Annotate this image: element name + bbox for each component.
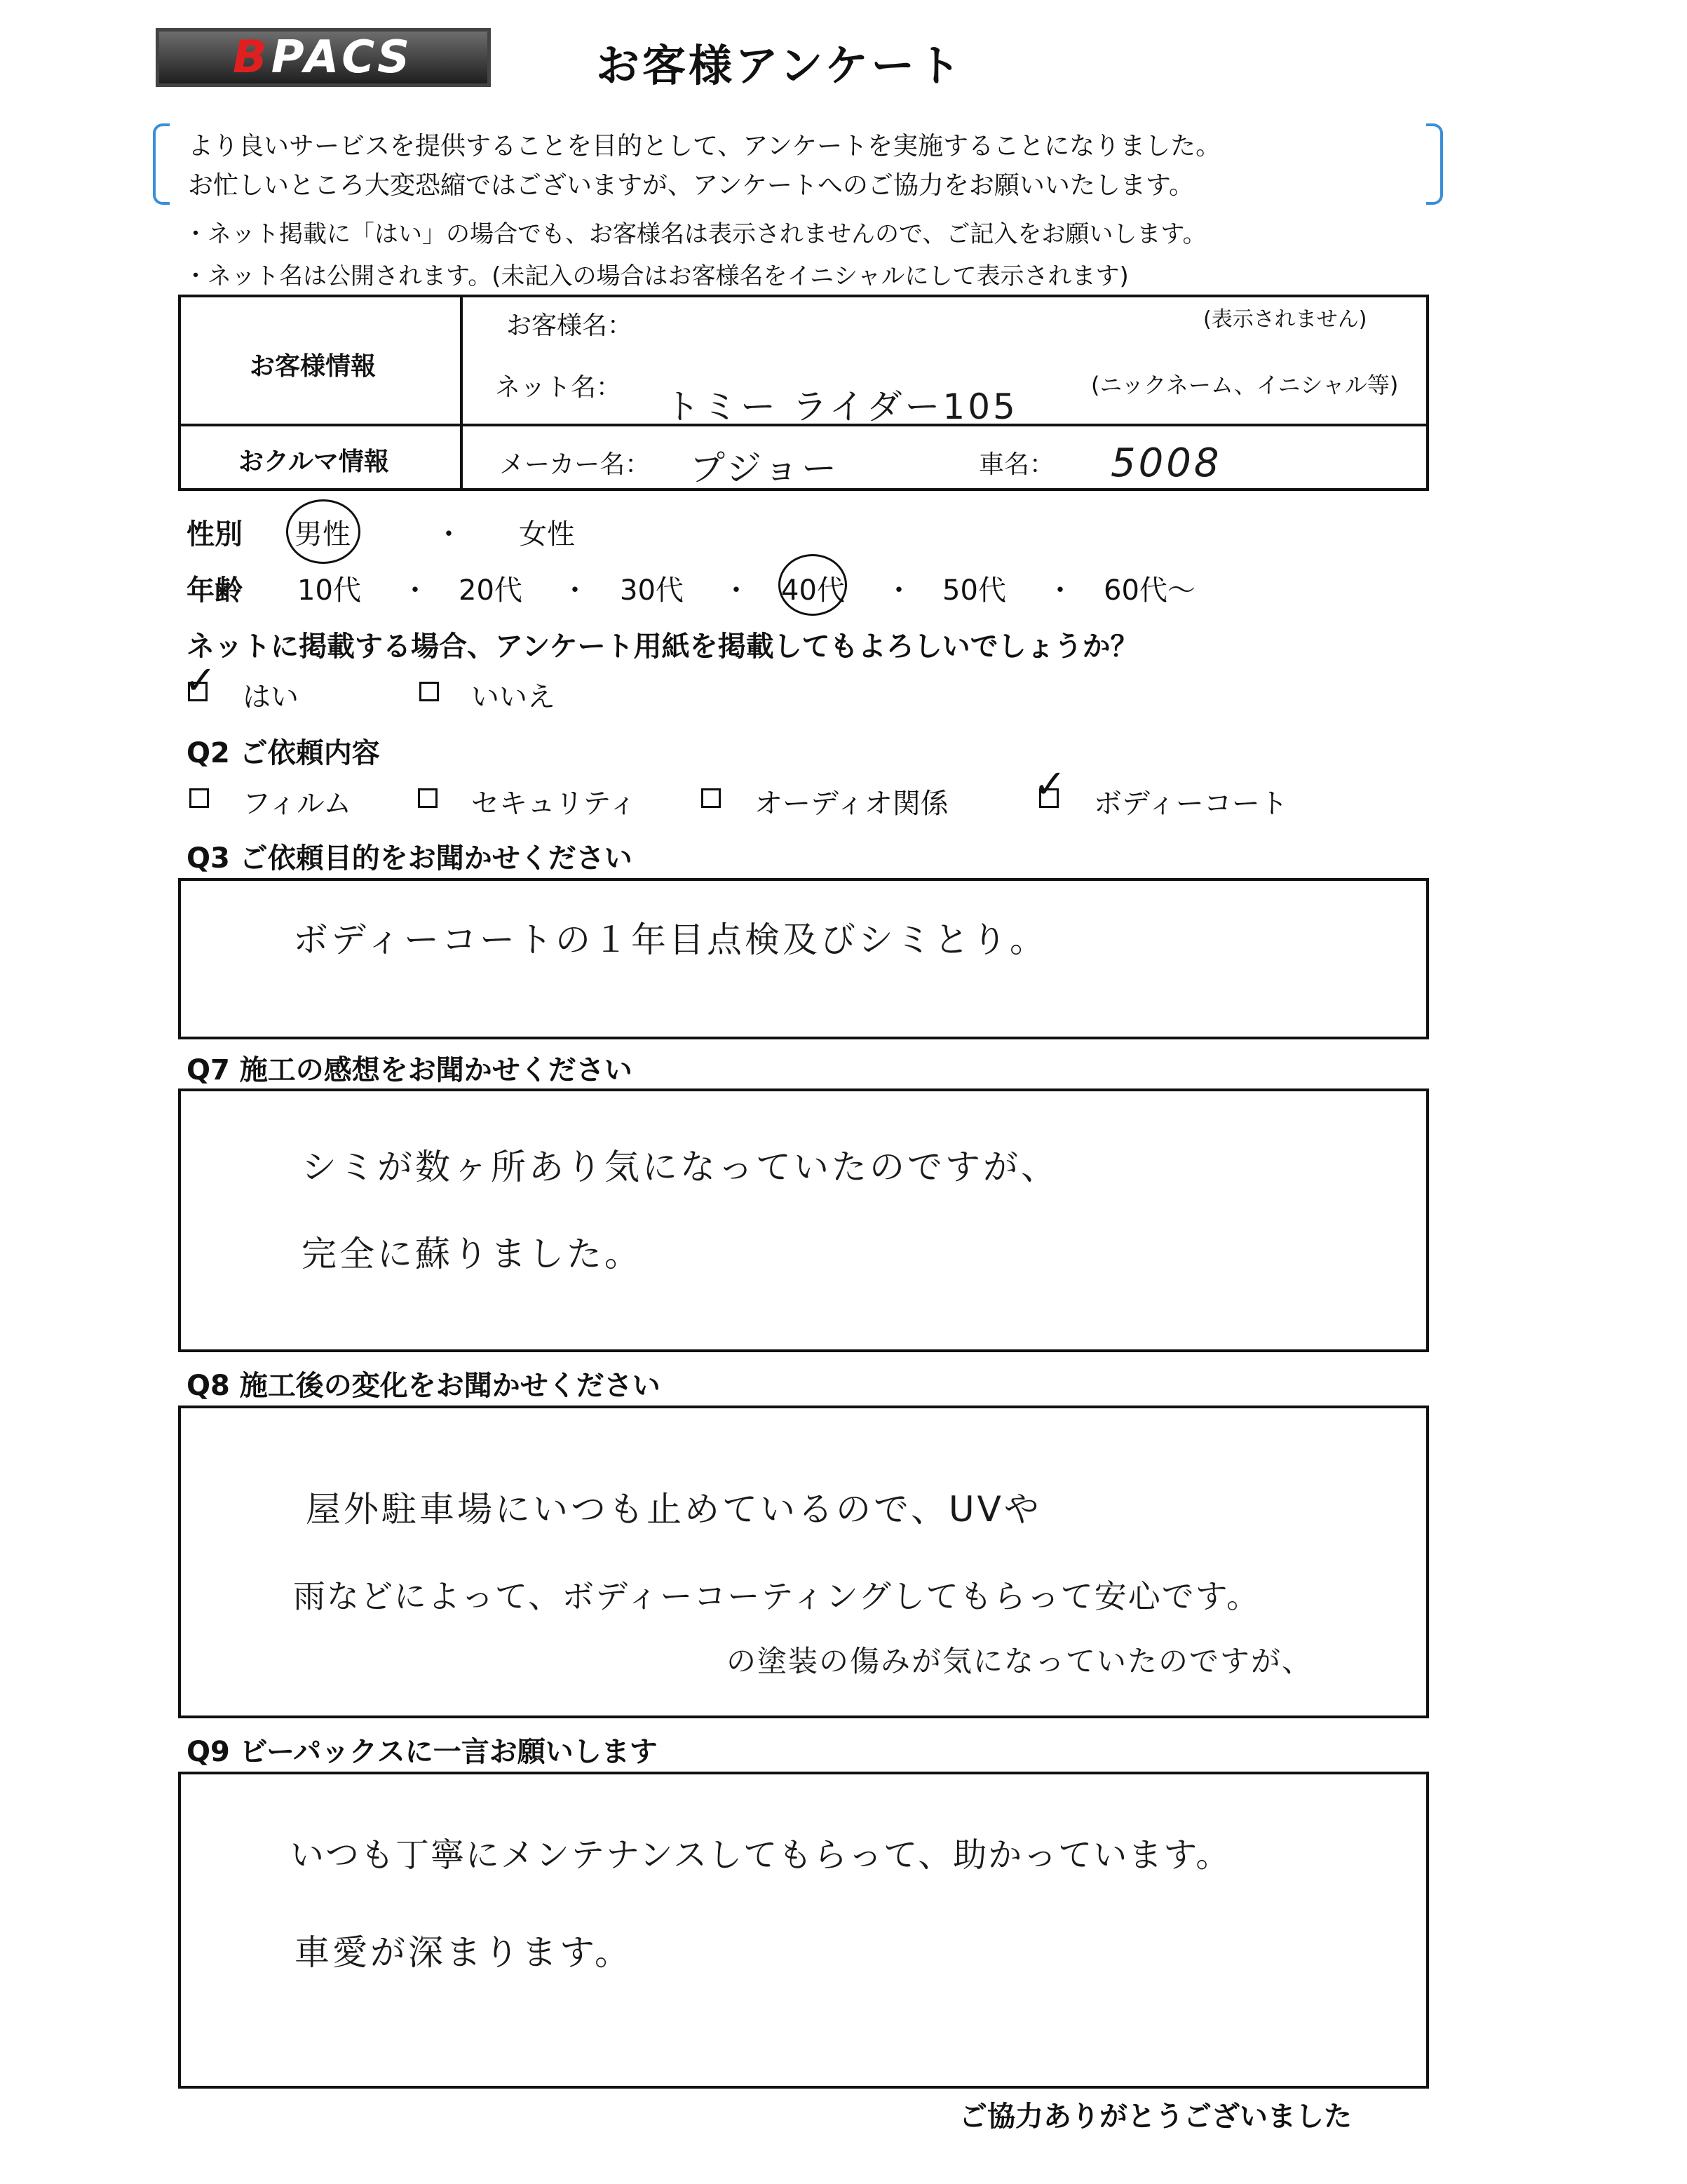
customer-name-hint: (表示されません) (1203, 307, 1367, 332)
net-name-value[interactable]: トミー ライダー105 (665, 386, 1018, 427)
customer-info-label: お客様情報 (250, 352, 377, 381)
q3-question: Q3 ご依頼目的をお聞かせください (187, 842, 632, 875)
intro-line-1: より良いサービスを提供することを目的として、アンケートを実施することになりました。 (188, 132, 1221, 161)
age-option-30s[interactable]: 30代 (620, 574, 684, 607)
intro-line-2: お忙しいところ大変恐縮ではございますが、アンケートへのご協力をお願いいたします。 (188, 171, 1194, 200)
age-separator: ・ (401, 574, 429, 607)
q3-answer-text: ボディーコートの１年目点検及びシミとり。 (293, 919, 1048, 960)
logo-text: BPACS (232, 32, 414, 83)
q8-answer-line-3: の塗装の傷みが気になっていたのですが、 (726, 1644, 1313, 1678)
net-name-hint: (ニックネーム、イニシャル等) (1091, 372, 1399, 398)
q9-answer-line-1: いつも丁寧にメンテナンスしてもらって、助かっています。 (290, 1835, 1231, 1875)
age-separator: ・ (885, 574, 913, 607)
age-selected-circle (778, 554, 847, 616)
check-mark-icon: ✓ (1034, 762, 1066, 807)
maker-value[interactable]: プジョー (690, 448, 839, 489)
age-option-60s[interactable]: 60代～ (1104, 574, 1195, 607)
car-info-label: おクルマ情報 (238, 447, 389, 476)
q2-option-audio: オーディオ関係 (754, 788, 949, 820)
model-label: 車名： (979, 450, 1055, 479)
age-option-20s[interactable]: 20代 (459, 574, 522, 607)
footer-thanks: ご協力ありがとうございました (959, 2101, 1352, 2133)
q1-option-yes: はい (243, 681, 299, 713)
q1-option-no: いいえ (471, 681, 555, 713)
bpacs-logo (156, 28, 491, 87)
net-name-label: ネット名： (495, 373, 622, 402)
customer-name-label: お客様名： (506, 311, 633, 340)
gender-selected-circle (286, 499, 360, 564)
q2-option-bodycoat: ボディーコート (1094, 788, 1288, 820)
info-table-divider-v (460, 295, 463, 491)
q8-question: Q8 施工後の変化をお聞かせください (187, 1370, 660, 1402)
intro-bracket-left (153, 123, 170, 205)
check-mark-icon: ✓ (184, 658, 217, 703)
page-title: お客様アンケート (596, 40, 964, 91)
age-option-40s[interactable]: 40代 (781, 574, 845, 607)
q2-question: Q2 ご依頼内容 (187, 737, 380, 769)
gender-label: 性別 (187, 518, 243, 551)
q1-checkbox-no[interactable] (419, 682, 439, 701)
q7-answer-line-1: シミが数ヶ所あり気になっていたのですが、 (302, 1147, 1059, 1187)
gender-option-male[interactable]: 男性 (294, 518, 351, 551)
q7-answer-line-2: 完全に蘇りました。 (302, 1234, 642, 1274)
q1-question: ネットに掲載する場合、アンケート用紙を掲載してもよろしいでしょうか？ (187, 631, 1139, 663)
q7-answer-box[interactable] (178, 1088, 1429, 1352)
q8-answer-line-1: 屋外駐車場にいつも止めているので、UVや (306, 1489, 1042, 1530)
note-line-1: ・ネット掲載に「はい」の場合でも、お客様名は表示されませんので、ご記入をお願いします。 (184, 220, 1207, 248)
q8-answer-line-2: 雨などによって、ボディーコーティングしてもらって安心です。 (293, 1577, 1261, 1615)
q2-option-film: フィルム (243, 788, 352, 820)
age-separator: ・ (561, 574, 589, 607)
maker-label: メーカー名： (499, 450, 651, 479)
age-label: 年齢 (187, 574, 243, 607)
intro-bracket-right (1426, 123, 1443, 205)
q2-checkbox-audio[interactable] (701, 788, 721, 808)
model-value[interactable]: 5008 (1111, 440, 1222, 486)
age-separator: ・ (722, 574, 750, 607)
gender-option-female[interactable]: 女性 (519, 518, 575, 551)
q9-answer-line-2: 車愛が深まります。 (294, 1932, 632, 1973)
q2-checkbox-security[interactable] (418, 788, 438, 808)
age-option-10s[interactable]: 10代 (297, 574, 361, 607)
note-line-2: ・ネット名は公開されます。(未記入の場合はお客様名をイニシャルにして表示されます) (184, 262, 1129, 290)
age-separator: ・ (1046, 574, 1074, 607)
q2-option-security: セキュリティ (471, 788, 637, 820)
gender-separator: ・ (435, 518, 463, 551)
q9-question: Q9 ビーパックスに一言お願いします (187, 1736, 658, 1768)
q2-checkbox-film[interactable] (189, 788, 209, 808)
q7-question: Q7 施工の感想をお聞かせください (187, 1054, 632, 1086)
age-option-50s[interactable]: 50代 (942, 574, 1006, 607)
